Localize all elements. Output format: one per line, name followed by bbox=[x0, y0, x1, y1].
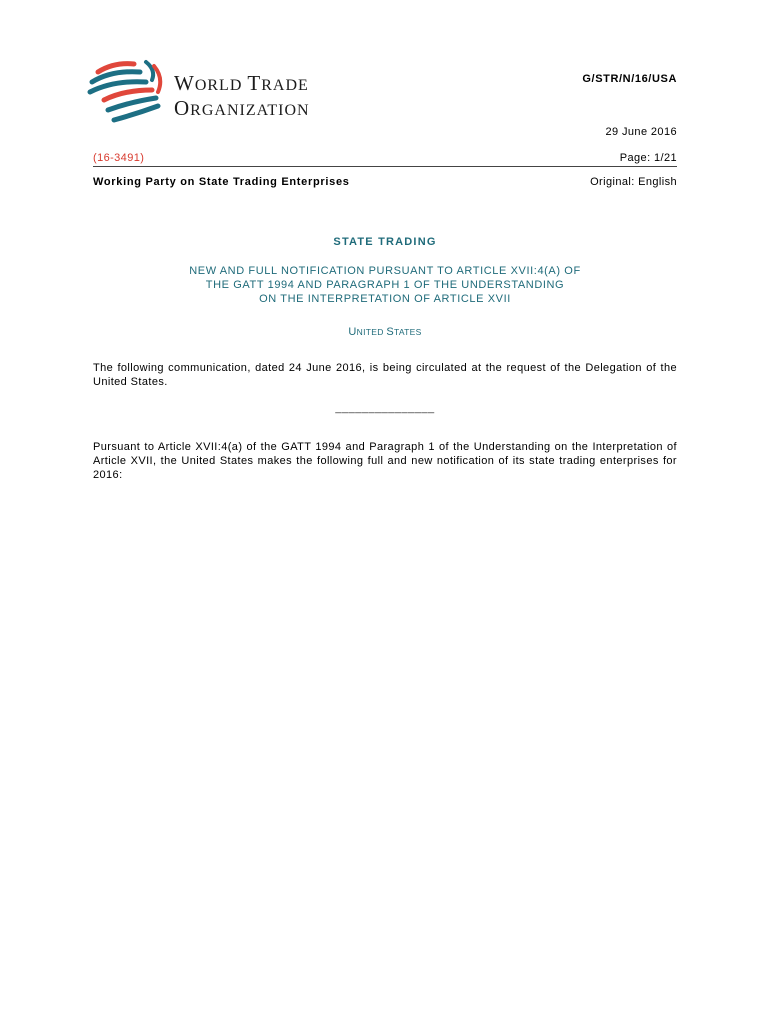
subtitle-line: THE GATT 1994 AND PARAGRAPH 1 OF THE UNDERSTANDING bbox=[205, 279, 565, 291]
organization-name bbox=[174, 72, 310, 122]
original-language: Original: English bbox=[590, 176, 677, 188]
notification-paragraph: Pursuant to Article XVII:4(a) of the GATT 1994 and Paragraph 1 of the Understanding on the Interpretation of Article XVII, the United States makes the following full and new notification of its state trading enterprises for 2016: bbox=[93, 441, 677, 481]
subtitle-line: NEW AND FULL NOTIFICATION PURSUANT TO ARTICLE XVII:4(A) OF bbox=[189, 265, 581, 277]
section-separator: _______________ bbox=[335, 402, 435, 414]
subtitle-line: ON THE INTERPRETATION OF ARTICLE XVII bbox=[259, 293, 511, 305]
page-number: Page: 1/21 bbox=[619, 152, 677, 164]
wto-logo-icon bbox=[84, 56, 166, 130]
reference-number: (16-3491) bbox=[93, 152, 145, 164]
document-title: STATE TRADING bbox=[333, 236, 437, 248]
document-date: 29 June 2016 bbox=[605, 126, 677, 138]
document-subtitle bbox=[0, 264, 770, 306]
member-name bbox=[0, 326, 770, 338]
org-name-line2: ORGANIZATION bbox=[174, 96, 310, 120]
document-symbol: G/STR/N/16/USA bbox=[582, 73, 677, 85]
member-name-text: UNITED STATES bbox=[348, 326, 422, 338]
intro-paragraph: The following communication, dated 24 June 2016, is being circulated at the request of the Delegation of the United States. bbox=[93, 362, 677, 388]
org-name-line1: WORLD TRADE bbox=[174, 71, 309, 95]
committee-name: Working Party on State Trading Enterprises bbox=[93, 176, 350, 188]
header-divider bbox=[93, 166, 677, 167]
